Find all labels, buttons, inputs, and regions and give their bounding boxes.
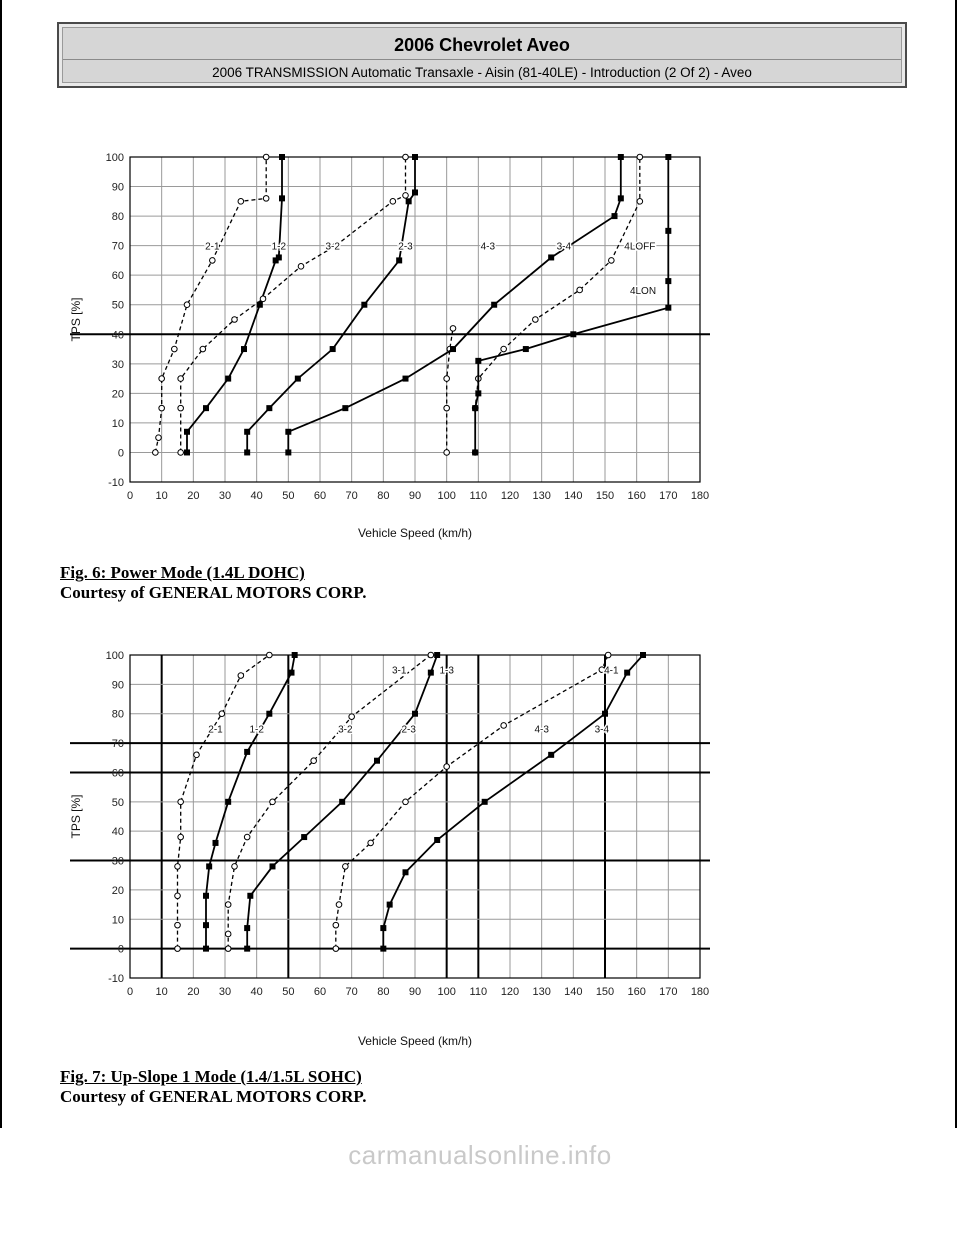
data-point [178,834,184,840]
data-point [203,922,209,928]
shift-label: 3-4 [556,241,572,253]
data-point [244,749,250,755]
data-point [203,405,209,411]
data-point [203,893,209,899]
data-point [491,302,497,308]
figure-7-chart [60,643,720,1053]
data-point [368,840,374,846]
shift-label: 1-2 [271,241,287,253]
data-point [450,326,456,332]
data-point [665,154,671,160]
data-point [361,302,367,308]
data-point [244,834,250,840]
y-tick-label: 50 [111,796,124,809]
data-point [178,799,184,805]
data-point [602,711,608,717]
x-tick-label: 10 [155,986,168,998]
shift-label: 3-1 [391,665,407,677]
data-point [428,652,434,658]
data-point [159,376,165,382]
data-point [175,893,181,899]
data-point [175,922,181,928]
data-point [612,213,618,219]
y-tick-label: 10 [111,914,124,927]
data-point [301,834,307,840]
data-point [279,195,285,201]
data-point [444,376,450,382]
shift-label: 2-3 [401,724,416,736]
data-point [206,863,212,869]
data-point [570,331,576,337]
data-point [178,450,184,456]
x-tick-label: 60 [313,986,327,998]
data-point [225,946,231,952]
data-point [244,946,250,952]
data-point [172,346,178,352]
x-tick-label: 0 [126,986,134,998]
data-point [444,764,450,770]
y-tick-label: 90 [111,181,124,194]
chart-grid [70,655,710,978]
data-point [159,405,165,411]
x-tick-label: 50 [282,490,295,502]
x-tick-label: 140 [564,490,583,502]
data-point [482,799,488,805]
data-point [577,287,583,293]
watermark-text: carmanualsonline.info [348,1140,612,1170]
data-point [349,714,355,720]
data-point [225,931,231,937]
figure-7-courtesy: Courtesy of GENERAL MOTORS CORP. [60,1087,367,1106]
data-point [475,358,481,364]
x-tick-label: 150 [595,986,615,998]
x-tick-label: 140 [564,986,583,998]
x-tick-label: 160 [627,490,646,502]
data-point [412,154,418,160]
y-tick-label: 30 [111,855,124,868]
x-tick-label: 120 [500,986,520,998]
data-point [298,264,304,270]
y-tick-label: 10 [111,417,124,430]
data-point [263,196,269,202]
data-point [244,925,250,931]
data-point [380,925,386,931]
page-left-rule [0,0,2,1128]
y-tick-label: 60 [111,767,124,780]
data-point [184,449,190,455]
data-point [232,864,238,870]
shift-label: 4-3 [534,724,549,736]
y-tick-label: 60 [111,270,124,283]
x-tick-label: 170 [659,490,678,502]
data-point [450,346,456,352]
x-tick-label: 120 [500,490,520,502]
x-tick-label: 110 [469,490,488,502]
x-tick-label: 170 [659,986,678,998]
data-point [403,376,409,382]
x-tick-label: 180 [690,986,710,998]
shift-label: 4-1 [604,665,619,677]
chart-grid [70,157,710,482]
data-point [178,405,184,411]
y-tick-label: 70 [111,738,124,751]
x-tick-label: 130 [532,986,551,998]
data-point [213,840,219,846]
data-point [665,305,671,311]
data-point [194,752,200,758]
y-tick-label: 50 [111,299,124,312]
x-tick-label: 100 [437,986,456,998]
x-tick-label: 50 [282,986,295,998]
x-tick-label: 0 [126,490,134,502]
data-point [624,670,630,676]
data-point [618,195,624,201]
data-point [175,864,181,870]
data-point [244,429,250,435]
data-point [412,711,418,717]
data-point [244,449,250,455]
x-tick-label: 130 [532,490,551,502]
data-point [285,449,291,455]
data-point [289,670,295,676]
data-point [618,154,624,160]
data-point [339,799,345,805]
data-point [330,346,336,352]
data-point [434,837,440,843]
header-title: 2006 Chevrolet Aveo [394,35,570,55]
shift-label: 3-4 [594,724,610,736]
x-axis-label: Vehicle Speed (km/h) [357,1034,473,1048]
data-point [175,946,181,952]
data-point [276,254,282,260]
x-tick-label: 160 [627,986,646,998]
data-point [219,711,225,717]
data-point [225,376,231,382]
x-tick-label: 100 [437,490,456,502]
y-tick-label: 80 [111,708,124,721]
data-point [260,296,266,302]
data-point [238,199,244,205]
shift-label: 1-2 [249,724,264,736]
data-point [501,723,507,729]
header-subtitle: 2006 TRANSMISSION Automatic Transaxle - Aisin (81-40LE) - Introduction (2 Of 2) - Aveo [212,65,752,80]
data-point [374,758,380,764]
x-tick-label: 60 [313,490,327,502]
data-point [210,258,216,264]
data-point [203,946,209,952]
data-point [472,405,478,411]
x-tick-label: 80 [377,986,390,998]
data-point [266,711,272,717]
data-point [178,376,184,382]
x-tick-label: 110 [469,986,488,998]
y-tick-label: 90 [111,679,124,692]
chart-svg [60,145,720,545]
shift-label: 4-3 [480,241,496,253]
data-point [605,652,611,658]
data-point [270,799,276,805]
shift-label: 2-3 [398,241,413,253]
data-point [156,435,162,441]
data-point [501,346,507,352]
data-point [292,652,298,658]
y-tick-label: 20 [111,884,124,897]
data-point [640,652,646,658]
data-point [342,405,348,411]
data-point [232,317,238,323]
data-point [548,254,554,260]
data-point [380,946,386,952]
x-tick-label: 20 [187,986,200,998]
data-point [200,346,206,352]
data-point [267,652,273,658]
y-tick-label: -10 [108,973,124,985]
x-axis-label: Vehicle Speed (km/h) [357,526,473,540]
shift-label: 2-1 [208,724,223,736]
data-point [403,193,409,199]
data-point [665,278,671,284]
data-point [279,154,285,160]
data-point [390,199,396,205]
document-header [57,22,907,88]
data-point [434,652,440,658]
data-point [270,863,276,869]
x-tick-label: 90 [408,986,422,998]
y-axis-label: TPS [%] [69,297,83,342]
y-tick-label: 80 [111,211,124,224]
data-point [184,429,190,435]
data-point [428,670,434,676]
data-point [472,449,478,455]
x-tick-label: 180 [690,490,710,502]
page-right-rule [955,0,957,1128]
x-tick-label: 70 [345,986,358,998]
x-tick-label: 30 [218,490,232,502]
shift-label: 2-1 [205,241,220,253]
data-point [396,257,402,263]
data-point [343,864,349,870]
header-divider [63,59,901,60]
x-tick-label: 10 [155,490,168,502]
data-point [665,228,671,234]
data-point [225,902,231,908]
chart-svg [60,643,720,1053]
data-point [266,405,272,411]
shift-label: 4LOFF [624,241,656,253]
data-point [387,902,393,908]
x-tick-label: 70 [345,490,358,502]
y-tick-label: 70 [111,240,124,253]
x-tick-label: 80 [377,490,390,502]
data-point [311,758,317,764]
data-point [153,450,159,456]
data-point [333,922,339,928]
data-point [225,799,231,805]
data-point [184,302,190,308]
data-point [285,429,291,435]
x-tick-label: 40 [250,986,263,998]
data-point [333,946,339,952]
y-tick-label: 40 [111,329,124,342]
x-tick-label: 150 [595,490,615,502]
y-axis-label: TPS [%] [69,794,83,839]
data-point [533,317,539,323]
x-tick-label: 30 [218,986,232,998]
shift-label: 3-2 [338,724,353,736]
data-point [406,198,412,204]
y-tick-label: 100 [105,650,124,662]
shift-label: 3-2 [325,241,340,253]
data-point [403,154,409,160]
figure-6-courtesy: Courtesy of GENERAL MOTORS CORP. [60,583,367,602]
data-point [403,799,409,805]
header-panel [62,27,902,83]
y-tick-label: 0 [117,943,124,956]
x-tick-label: 20 [187,490,200,502]
y-tick-label: 40 [111,826,124,839]
x-tick-label: 90 [408,490,422,502]
data-point [241,346,247,352]
figure-7-caption: Fig. 7: Up-Slope 1 Mode (1.4/1.5L SOHC) [60,1067,362,1086]
data-point [403,869,409,875]
data-point [444,405,450,411]
x-tick-label: 40 [250,490,263,502]
data-point [295,376,301,382]
data-point [609,258,615,264]
data-point [336,902,342,908]
y-tick-label: 100 [105,152,124,164]
data-point [637,199,643,205]
data-point [412,189,418,195]
shift-label: 1-3 [439,665,454,677]
y-tick-label: 20 [111,388,124,401]
data-point [238,673,244,679]
data-point [247,893,253,899]
data-point [548,752,554,758]
shift-label: 4LON [629,285,657,297]
figure-6-caption: Fig. 6: Power Mode (1.4L DOHC) [60,563,305,582]
data-point [444,450,450,456]
y-tick-label: 30 [111,358,124,371]
data-point [263,154,269,160]
y-tick-label: -10 [108,477,124,489]
data-point [523,346,529,352]
data-point [637,154,643,160]
y-tick-label: 0 [117,447,124,460]
data-point [475,390,481,396]
figure-6-chart [60,145,720,545]
